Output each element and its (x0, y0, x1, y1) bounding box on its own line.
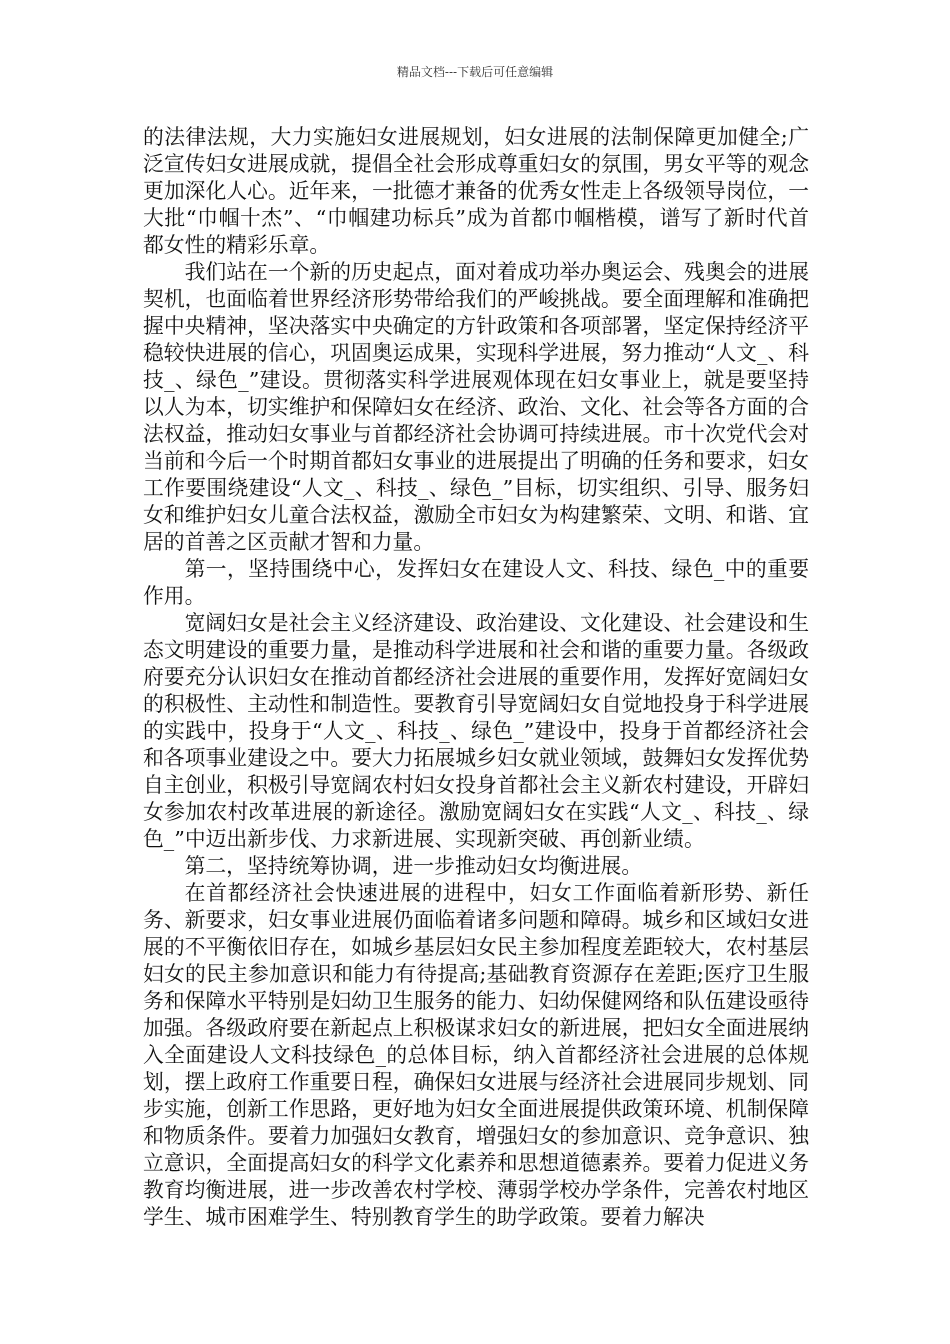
section-heading-2: 第二，坚持统筹协调，进一步推动妇女均衡进展。 (184, 854, 643, 878)
paragraph-2: 我们站在一个新的历史起点，面对着成功举办奥运会、残奥会的进展契机，也面临着世界经济形势带给我们的严峻挑战。要全面理解和准确把握中央精神，坚决落实中央确定的方针政策和各项部署，坚定保持经济平稳较快进展的信心，巩固奥运成果，实现科学进展，努力推动“人文_、科技_、绿色_”建设。贯彻落实科学进展观体现在妇女事业上，就是要坚持以人为本，切实维护和保障妇女在经济、政治、文化、社会等各方面的合法权益，推动妇女事业与首都经济社会协调可持续进展。市十次党代会对当前和今后一个时期首都妇女事业的进展提出了明确的任务和要求，妇女工作要围绕建设“人文_、科技_、绿色_”目标，切实组织、引导、服务妇女和维护妇女儿童合法权益，激励全市妇女为构建繁荣、文明、和谐、宜居的首善之区贡献才智和力量。 (143, 260, 809, 554)
document-body (143, 124, 809, 1231)
page-header: 精品文档---下载后可任意编辑 (396, 65, 554, 79)
paragraph-3: 宽阔妇女是社会主义经济建设、政治建设、文化建设、社会建设和生态文明建设的重要力量，是推动科学进展和社会和谐的重要力量。各级政府要充分认识妇女在推动首都经济社会进展的重要作用，发挥好宽阔妇女的积极性、主动性和制造性。要教育引导宽阔妇女自觉地投身于科学进展的实践中，投身于“人文_、科技_、绿色_”建设中，投身于首都经济社会和各项事业建设之中。要大力拓展城乡妇女就业领域，鼓舞妇女发挥优势自主创业，积极引导宽阔农村妇女投身首都社会主义新农村建设，开辟妇女参加农村改革进展的新途径。激励宽阔妇女在实践“人文_、科技_、绿色_”中迈出新步伐、力求新进展、实现新突破、再创新业绩。 (143, 611, 809, 851)
section-heading-1: 第一，坚持围绕中心，发挥妇女在建设人文、科技、绿色_中的重要作用。 (143, 557, 809, 608)
paragraph-4: 在首都经济社会快速进展的进程中，妇女工作面临着新形势、新任务、新要求，妇女事业进展仍面临着诸多问题和障碍。城乡和区域妇女进展的不平衡依旧存在，如城乡基层妇女民主参加程度差距较大，农村基层妇女的民主参加意识和能力有待提高;基础教育资源存在差距;医疗卫生服务和保障水平特别是妇幼卫生服务的能力、妇幼保健网络和队伍建设亟待加强。各级政府要在新起点上积极谋求妇女的新进展，把妇女全面进展纳入全面建设人文科技绿色_的总体目标，纳入首都经济社会进展的总体规划，摆上政府工作重要日程，确保妇女进展与经济社会进展同步规划、同步实施，创新工作思路，更好地为妇女全面进展提供政策环境、机制保障和物质条件。要着力加强妇女教育，增强妇女的参加意识、竞争意识、独立意识，全面提高妇女的科学文化素养和思想道德素养。要着力促进义务教育均衡进展，进一步改善农村学校、薄弱学校办学条件，完善农村地区学生、城市困难学生、特别教育学生的助学政策。要着力解决 (143, 881, 809, 1229)
paragraph-1: 的法律法规，大力实施妇女进展规划，妇女进展的法制保障更加健全;广泛宣传妇女进展成就，提倡全社会形成尊重妇女的氛围，男女平等的观念更加深化人心。近年来，一批德才兼备的优秀女性走上各级领导岗位，一大批“巾帼十杰”、“巾帼建功标兵”成为首都巾帼楷模，谱写了新时代首都女性的精彩乐章。 (143, 125, 809, 257)
